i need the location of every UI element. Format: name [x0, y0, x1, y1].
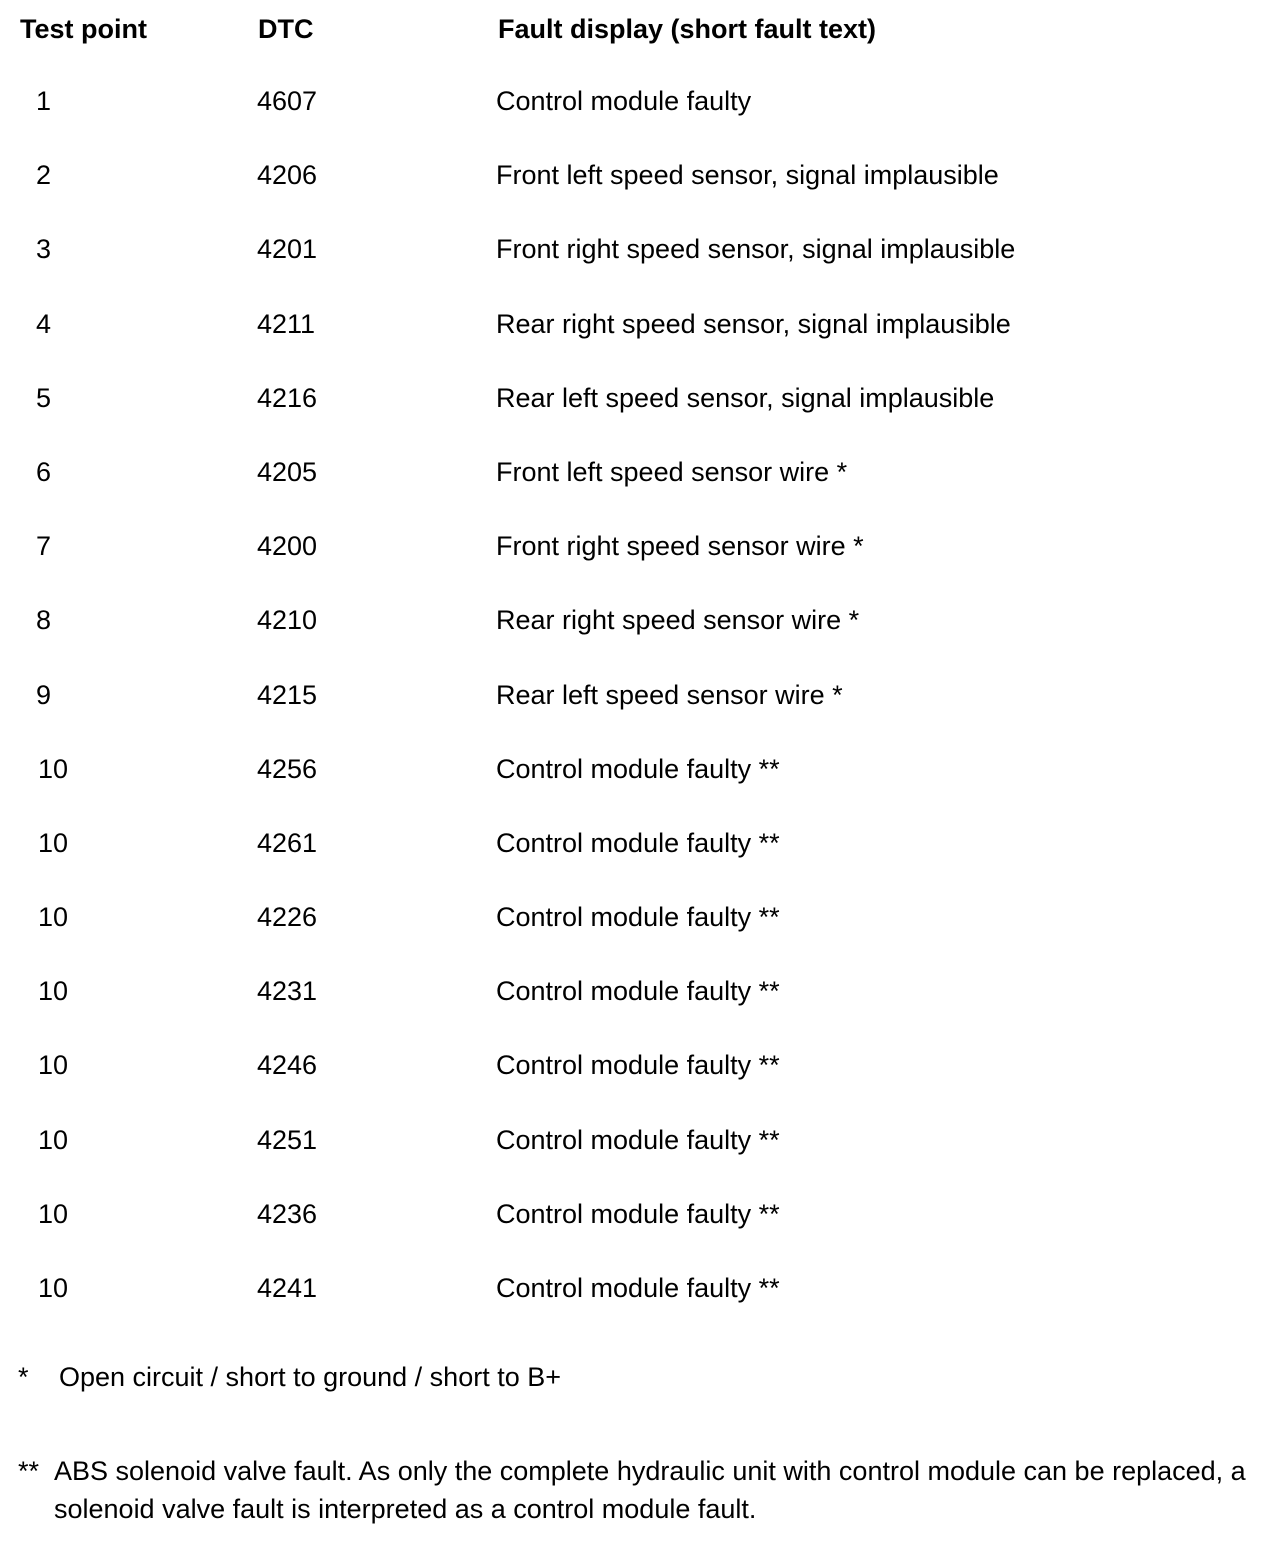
table-row: [0, 309, 1280, 383]
cell-fault-text: Control module faulty **: [496, 753, 780, 784]
cell-fault-text: Front right speed sensor wire *: [496, 531, 864, 562]
header-dtc: DTC: [258, 14, 314, 44]
table-row: [0, 828, 1280, 902]
cell-dtc: 4246: [257, 1050, 318, 1081]
cell-dtc: 4231: [257, 976, 318, 1007]
cell-dtc: 4256: [257, 753, 318, 784]
cell-dtc: 4607: [257, 86, 318, 116]
footnotes: [18, 1362, 1258, 1528]
cell-fault-text: Rear right speed sensor wire *: [496, 605, 860, 636]
cell-fault-text: Control module faulty **: [496, 827, 780, 858]
cell-dtc: 4210: [257, 605, 318, 636]
table-row: [0, 680, 1280, 754]
footnote-single-asterisk: [18, 1362, 1258, 1402]
table-row: [0, 1125, 1280, 1199]
cell-fault-text: Control module faulty: [496, 86, 752, 116]
cell-dtc: 4215: [257, 679, 318, 710]
cell-test-point: 8: [36, 605, 52, 636]
cell-test-point: 3: [36, 234, 52, 265]
cell-test-point: 7: [36, 531, 52, 562]
table-row: [0, 754, 1280, 828]
table-header: [0, 14, 1280, 50]
table-row: [0, 902, 1280, 976]
cell-fault-text: Rear left speed sensor wire *: [496, 679, 843, 710]
footnote-double-asterisk: [18, 1452, 1258, 1528]
header-fault-display: Fault display (short fault text): [498, 14, 877, 44]
cell-test-point: 10: [37, 1124, 68, 1155]
cell-test-point: 10: [37, 1050, 68, 1081]
table-row: [0, 976, 1280, 1050]
cell-test-point: 6: [36, 456, 52, 487]
cell-test-point: 10: [37, 753, 68, 784]
cell-fault-text: Control module faulty **: [496, 1050, 780, 1081]
cell-test-point: 10: [37, 1198, 68, 1229]
cell-test-point: 10: [37, 827, 68, 858]
table-row: [0, 1050, 1280, 1124]
cell-fault-text: Front left speed sensor wire *: [496, 456, 848, 487]
table-row: [0, 1273, 1280, 1347]
cell-fault-text: Control module faulty **: [496, 902, 780, 933]
cell-dtc: 4216: [257, 382, 318, 413]
cell-test-point: 10: [37, 976, 68, 1007]
cell-fault-text: Control module faulty **: [496, 976, 780, 1007]
cell-dtc: 4205: [257, 456, 318, 487]
table-row: [0, 1199, 1280, 1273]
cell-test-point: 1: [36, 86, 52, 116]
footnote-mark: *: [18, 1362, 29, 1392]
cell-test-point: 9: [36, 679, 52, 710]
cell-test-point: 5: [36, 382, 52, 413]
cell-dtc: 4226: [257, 902, 318, 933]
table-row: [0, 383, 1280, 457]
table-row: [0, 531, 1280, 605]
cell-dtc: 4201: [257, 234, 318, 265]
cell-dtc: 4200: [257, 531, 318, 562]
cell-fault-text: Control module faulty **: [496, 1124, 780, 1155]
table-row: [0, 605, 1280, 679]
cell-dtc: 4211: [257, 308, 316, 339]
cell-test-point: 10: [37, 1273, 68, 1303]
table-row: [0, 234, 1280, 308]
cell-fault-text: Front right speed sensor, signal implausible: [496, 234, 1016, 265]
cell-dtc: 4236: [257, 1198, 318, 1229]
footnote-text: Open circuit / short to ground / short to B+: [59, 1362, 562, 1392]
cell-fault-text: Rear right speed sensor, signal implausible: [496, 308, 1011, 339]
cell-test-point: 2: [36, 160, 52, 191]
cell-fault-text: Front left speed sensor, signal implausible: [496, 160, 999, 191]
cell-fault-text: Control module faulty **: [496, 1198, 780, 1229]
table-row: [0, 86, 1280, 160]
footnote-mark: **: [18, 1456, 40, 1486]
cell-dtc: 4241: [257, 1273, 318, 1303]
cell-test-point: 4: [36, 308, 52, 339]
cell-dtc: 4251: [257, 1124, 318, 1155]
cell-dtc: 4261: [257, 827, 318, 858]
table-body: [0, 86, 1280, 1347]
cell-test-point: 10: [37, 902, 68, 933]
cell-fault-text: Control module faulty **: [496, 1273, 780, 1303]
footnote-text: ABS solenoid valve fault. As only the complete hydraulic unit with control module can be replaced, a solenoid valve fault is interpreted as a control module fault.: [54, 1456, 1246, 1524]
header-test-point: Test point: [20, 14, 147, 44]
table-row: [0, 457, 1280, 531]
cell-fault-text: Rear left speed sensor, signal implausible: [496, 382, 995, 413]
table-row: [0, 160, 1280, 234]
cell-dtc: 4206: [257, 160, 318, 191]
